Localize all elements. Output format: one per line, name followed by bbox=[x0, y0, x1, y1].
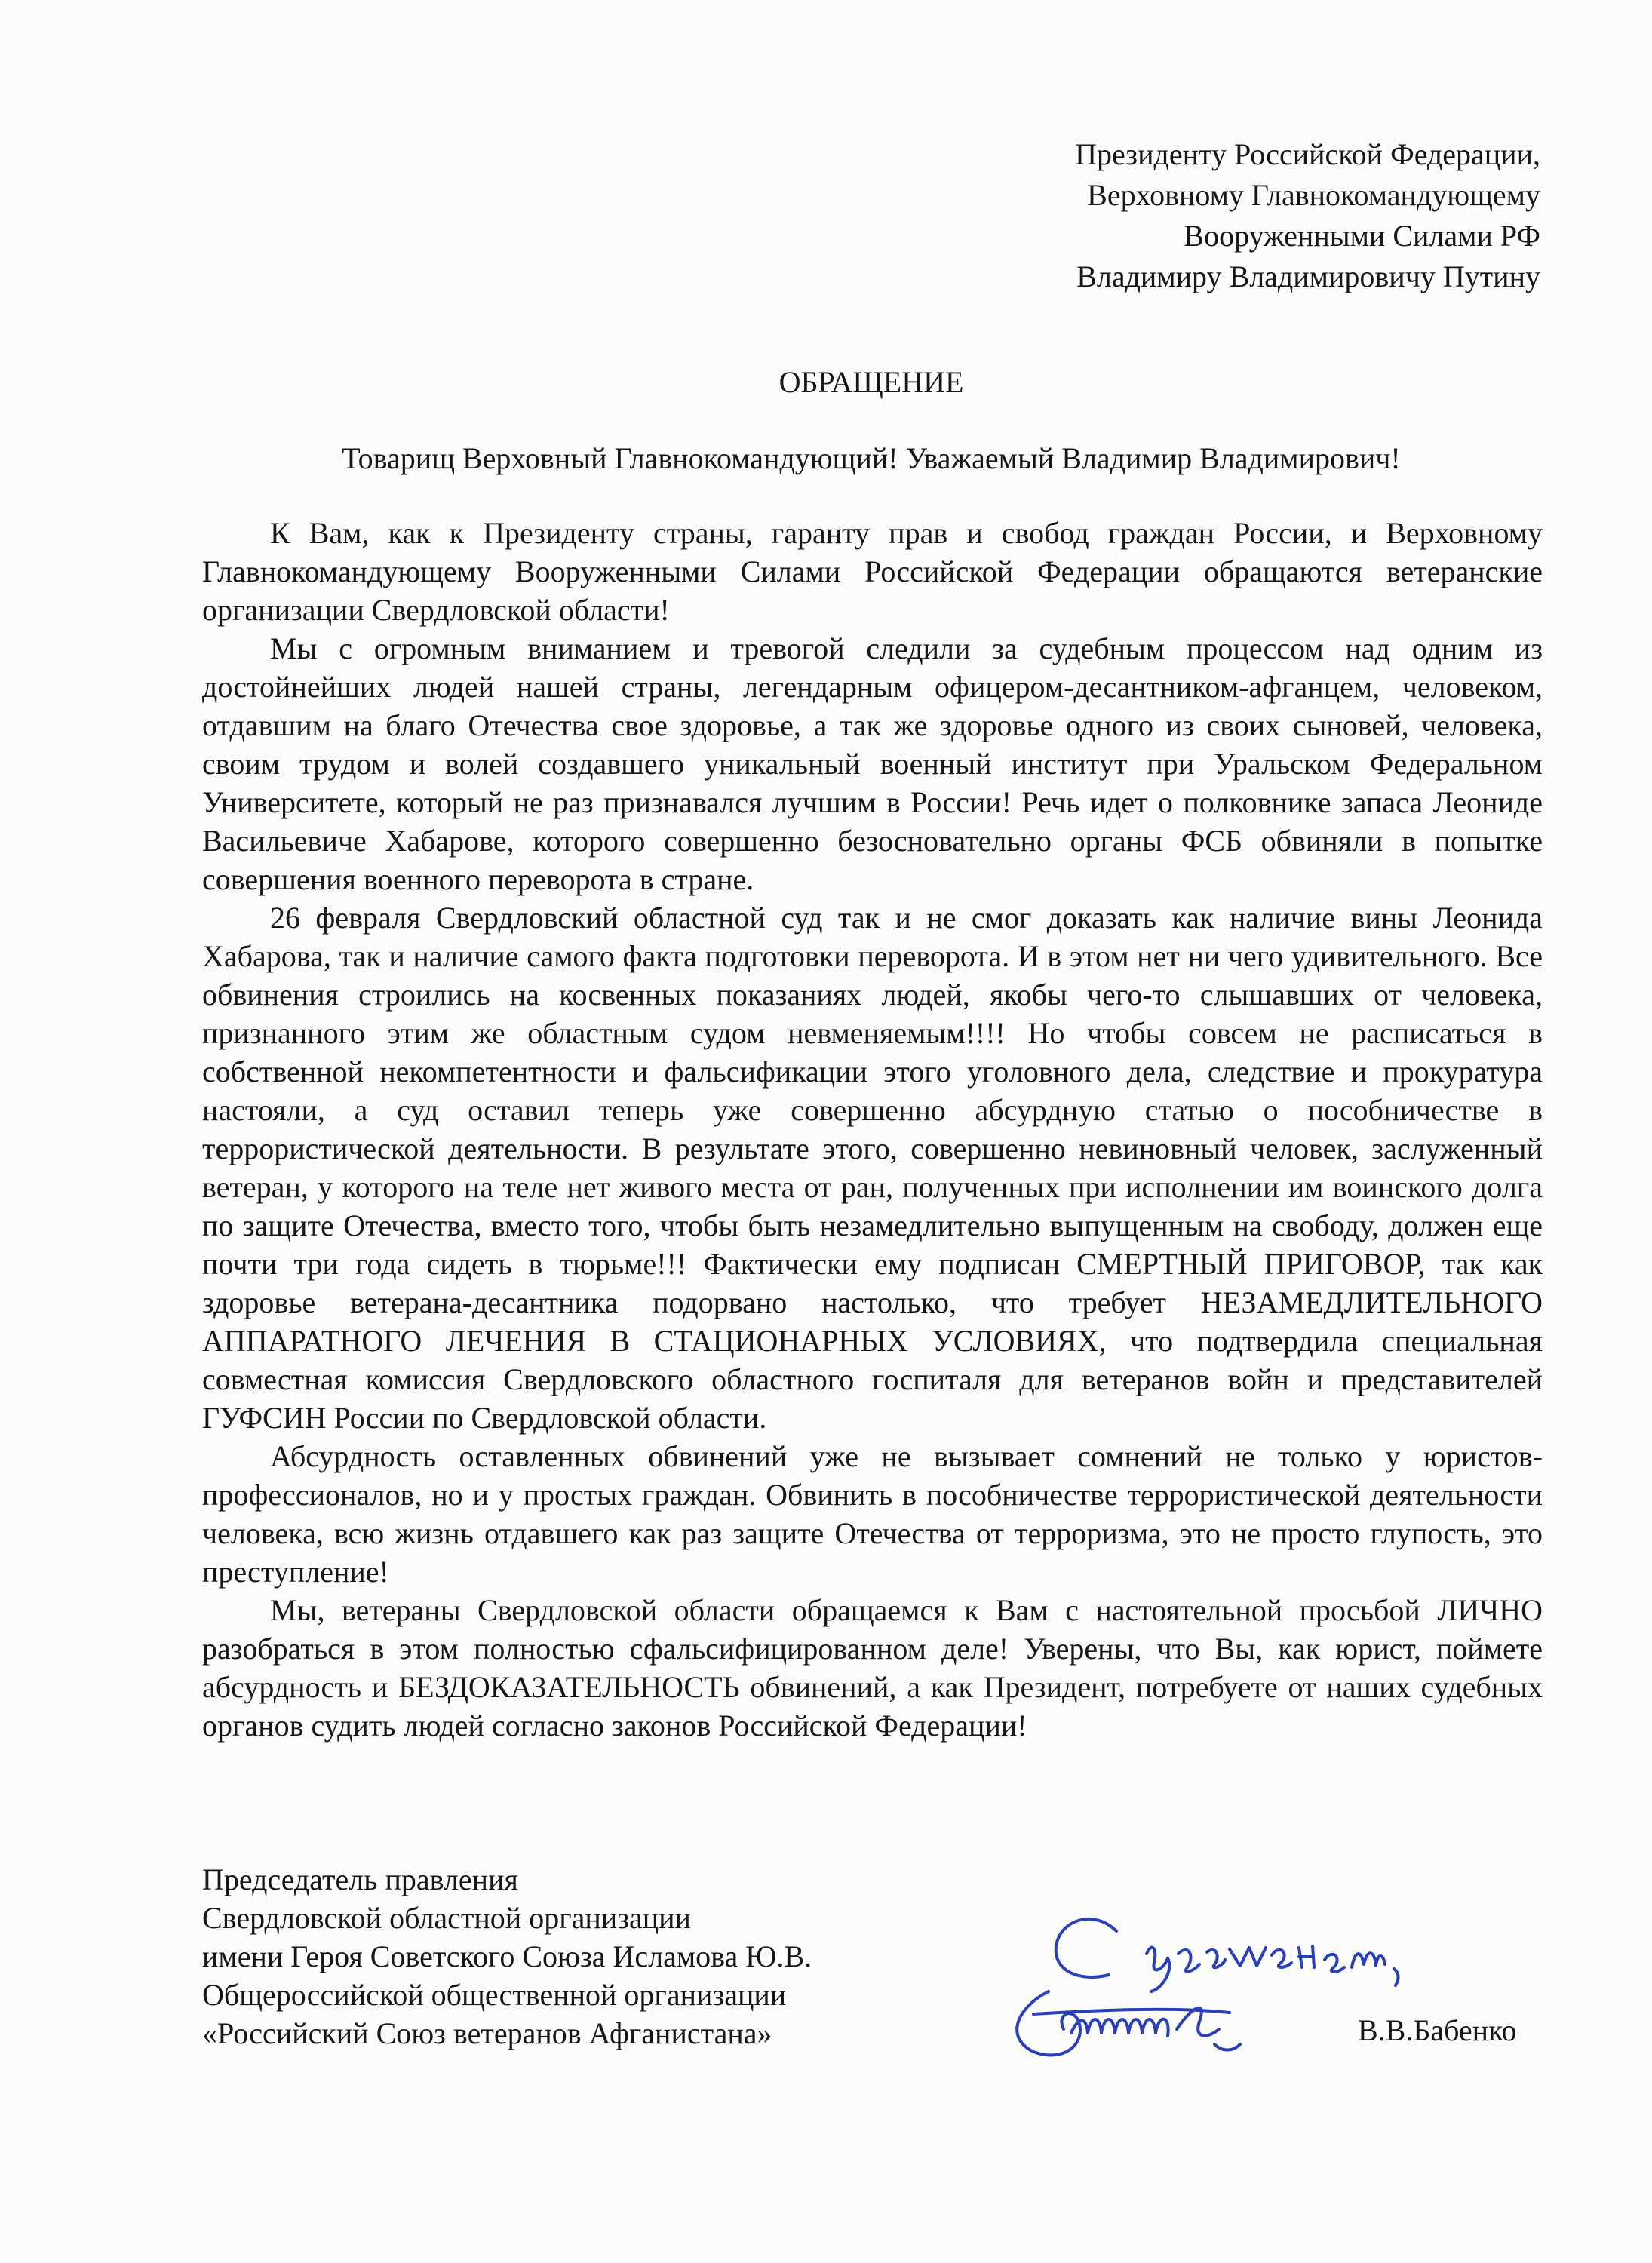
paragraph: 26 февраля Свердловский областной суд так и не смог доказать как наличие вины Леонида Хабарова, так и наличие самого факта подготовки переворота. И в этом нет ни чего удивительного. Все обвинения строились на косвенных показаниях людей, якобы чего-то слышавших от человека, признанного этим же областным судом невменяемым!!!! Но чтобы совсем не расписаться в собственной некомпетентности и фальсификации этого уголовного дела, следствие и прокуратура настояли, а суд оставил теперь уже совершенно абсурдную статью о пособничестве в террористической деятельности. В результате этого, совершенно невиновный человек, заслуженный ветеран, у которого на теле нет живого места от ран, полученных при исполнении им воинского долга по защите Отечества, вместо того, чтобы быть незамедлительно выпущенным на свободу, должен еще почти три года сидеть в тюрьме!!! Фактически ему подписан СМЕРТНЫЙ ПРИГОВОР, так как здоровье ветерана-десантника подорвано настолько, что требует НЕЗАМЕДЛИТЕЛЬНОГО АППАРАТНОГО ЛЕЧЕНИЯ В СТАЦИОНАРНЫХ УСЛОВИЯХ, что подтвердила специальная совместная комиссия Свердловского областного госпиталя для ветеранов войн и представителей ГУФСИН России по Свердловской области. bbox=[202, 901, 1543, 1435]
signer-name: В.В.Бабенко bbox=[1358, 2013, 1517, 2047]
paragraph: Мы с огромным вниманием и тревогой следили за судебным процессом над одним из достойнейших людей нашей страны, легендарным офицером-десантником-афганцем, человеком, отдавшим на благо Отечества свое здоровье, а так же здоровье одного из своих сыновей, человека, своим трудом и волей создавшего уникальный военный институт при Уральском Федеральном Университете, который не раз признавался лучшим в России! Речь идет о полковнике запаса Леониде Васильевиче Хабарове, которого совершенно безосновательно органы ФСБ обвиняли в попытке совершения военного переворота в стране. bbox=[202, 631, 1543, 896]
signer-block bbox=[202, 1860, 812, 2053]
paragraph: Абсурдность оставленных обвинений уже не вызывает сомнений не только у юристов-профессионалов, но и у простых граждан. Обвинить в пособничестве террористической деятельности человека, всю жизнь отдавшего как раз защите Отечества от терроризма, это не просто глупость, это преступление! bbox=[202, 1439, 1543, 1589]
signer-line: Общероссийской общественной организации bbox=[202, 1978, 787, 2012]
signer-line: имени Героя Советского Союза Исламова Ю.В. bbox=[202, 1939, 812, 1973]
signer-line: Председатель правления bbox=[202, 1862, 518, 1896]
addressee-line: Вооруженными Силами РФ bbox=[1184, 219, 1540, 253]
salutation: Товарищ Верховный Главнокомандующий! Уважаемый Владимир Владимирович! bbox=[342, 441, 1401, 475]
addressee-line: Владимиру Владимировичу Путину bbox=[1076, 259, 1540, 293]
addressee-line: Президенту Российской Федерации, bbox=[1075, 137, 1540, 171]
paragraph: Мы, ветераны Свердловской области обращаемся к Вам с настоятельной просьбой ЛИЧНО разобраться в этом полностью сфальсифицированном деле! Уверены, что Вы, как юрист, поймете абсурдность и БЕЗДОКАЗАТЕЛЬНОСТЬ обвинений, а как Президент, потребуете от наших судебных органов судить людей согласно законов Российской Федерации! bbox=[202, 1593, 1543, 1743]
signer-line: «Российский Союз ветеранов Афганистана» bbox=[202, 2016, 772, 2050]
signer-line: Свердловской областной организации bbox=[202, 1901, 691, 1935]
addressee-line: Верховному Главнокомандующему bbox=[1087, 178, 1540, 212]
document-title: ОБРАЩЕНИЕ bbox=[778, 365, 964, 399]
letter-body bbox=[202, 514, 1543, 1745]
addressee-block bbox=[1075, 134, 1540, 297]
paragraph: К Вам, как к Президенту страны, гаранту прав и свобод граждан России, и Верховному Главнокомандующему Вооруженными Силами Российской Федерации обращаются ветеранские организации Свердловской области! bbox=[202, 516, 1543, 627]
